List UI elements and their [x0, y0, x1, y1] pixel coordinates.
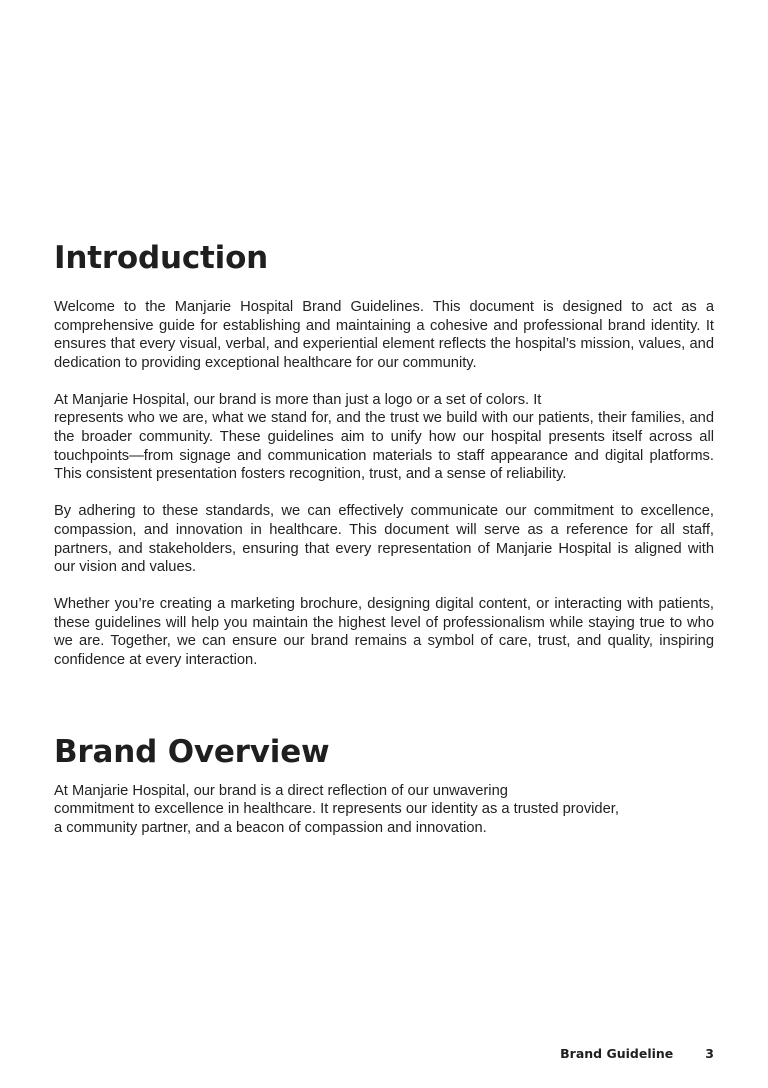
introduction-heading: Introduction — [54, 240, 269, 276]
introduction-section — [54, 236, 714, 670]
intro-paragraph-2-body: represents who we are, what we stand for, and the trust we build with our patients, their families, and the broader community. These guidelines aim to unify how our hospital presents itself across all touchpoints—from signage and communication materials to staff appearance and digital platforms. This consistent presentation fosters recognition, trust, and a sense of reliability. — [54, 410, 714, 483]
brand-overview-section — [54, 730, 714, 838]
page-content — [54, 236, 714, 837]
intro-paragraph-2 — [54, 391, 714, 484]
page-footer — [560, 1046, 714, 1061]
overview-line-3: a community partner, and a beacon of compassion and innovation. — [54, 819, 487, 836]
brand-overview-heading: Brand Overview — [54, 733, 330, 770]
overview-line-2: commitment to excellence in healthcare. It represents our identity as a trusted provider, — [54, 801, 619, 818]
intro-paragraph-2-line-1: At Manjarie Hospital, our brand is more than just a logo or a set of colors. It — [54, 391, 542, 408]
intro-paragraph-3: By adhering to these standards, we can effectively communicate our commitment to excellence, compassion, and innovation in healthcare. This document will serve as a reference for all staff, partners, and stakeholders, ensuring that every representation of Manjarie Hospital is aligned with our vision and values. — [54, 503, 714, 576]
brand-overview-paragraph — [54, 782, 714, 838]
intro-paragraph-1: Welcome to the Manjarie Hospital Brand Guidelines. This document is designed to act as a comprehensive guide for establishing and maintaining a cohesive and professional brand identity. It ensures that every visual, verbal, and experiential element reflects the hospital’s mission, values, and dedication to providing exceptional healthcare for our community. — [54, 299, 714, 371]
page-number: 3 — [705, 1046, 714, 1061]
overview-line-1: At Manjarie Hospital, our brand is a direct reflection of our unwavering — [54, 782, 508, 799]
intro-paragraph-4: Whether you’re creating a marketing brochure, designing digital content, or interacting with patients, these guidelines will help you maintain the highest level of professionalism while staying true to who we are. Together, we can ensure our brand remains a symbol of care, trust, and quality, inspiring confidence at every interaction. — [54, 596, 714, 668]
footer-label: Brand Guideline — [560, 1046, 674, 1061]
